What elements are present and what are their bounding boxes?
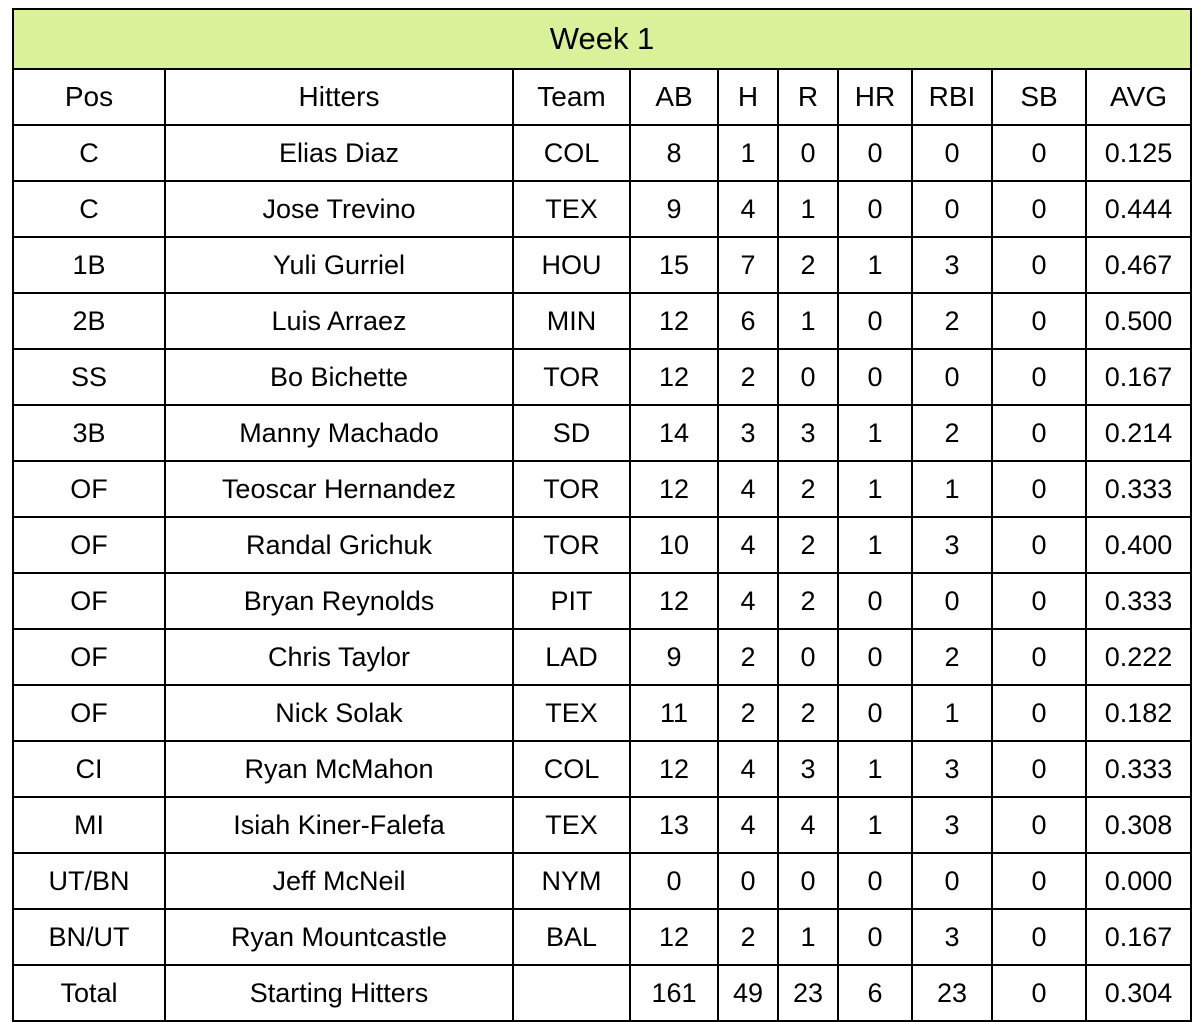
cell-hitter: Isiah Kiner-Falefa [165,797,513,853]
cell-rbi: 2 [912,293,992,349]
cell-hr: 0 [838,909,912,965]
cell-hr: 1 [838,517,912,573]
column-header-rbi: RBI [912,69,992,125]
cell-rbi: 2 [912,405,992,461]
table-row [13,629,1191,685]
cell-hr: 1 [838,237,912,293]
table-row [13,573,1191,629]
cell-team: COL [513,125,630,181]
cell-hitter: Randal Grichuk [165,517,513,573]
cell-total-h: 49 [718,965,778,1021]
cell-r: 2 [778,237,838,293]
cell-sb: 0 [992,517,1086,573]
cell-total-avg: 0.304 [1086,965,1191,1021]
cell-avg: 0.125 [1086,125,1191,181]
cell-hitter: Bryan Reynolds [165,573,513,629]
cell-team: SD [513,405,630,461]
cell-r: 2 [778,461,838,517]
column-header-hitters: Hitters [165,69,513,125]
cell-avg: 0.333 [1086,573,1191,629]
cell-total-sb: 0 [992,965,1086,1021]
cell-r: 0 [778,629,838,685]
cell-h: 2 [718,685,778,741]
cell-h: 4 [718,797,778,853]
cell-h: 4 [718,461,778,517]
table-title: Week 1 [13,9,1191,69]
cell-ab: 12 [630,461,718,517]
table-row [13,405,1191,461]
cell-ab: 11 [630,685,718,741]
cell-hitter: Jeff McNeil [165,853,513,909]
cell-pos: BN/UT [13,909,165,965]
cell-team: BAL [513,909,630,965]
cell-hr: 0 [838,293,912,349]
cell-sb: 0 [992,125,1086,181]
cell-sb: 0 [992,573,1086,629]
cell-ab: 13 [630,797,718,853]
cell-pos: SS [13,349,165,405]
cell-team: TOR [513,349,630,405]
cell-pos: OF [13,685,165,741]
hitters-stats-table [12,8,1192,1022]
cell-rbi: 2 [912,629,992,685]
column-header-hr: HR [838,69,912,125]
cell-sb: 0 [992,741,1086,797]
column-header-avg: AVG [1086,69,1191,125]
cell-hitter: Yuli Gurriel [165,237,513,293]
cell-pos: MI [13,797,165,853]
cell-rbi: 3 [912,237,992,293]
cell-pos: C [13,125,165,181]
cell-r: 0 [778,349,838,405]
cell-rbi: 3 [912,741,992,797]
cell-h: 1 [718,125,778,181]
cell-r: 1 [778,909,838,965]
cell-hitter: Jose Trevino [165,181,513,237]
column-header-h: H [718,69,778,125]
cell-hr: 0 [838,685,912,741]
column-header-sb: SB [992,69,1086,125]
cell-r: 2 [778,685,838,741]
cell-r: 3 [778,405,838,461]
cell-hitter: Teoscar Hernandez [165,461,513,517]
cell-hr: 0 [838,349,912,405]
table-title-row [13,9,1191,69]
cell-rbi: 0 [912,573,992,629]
cell-hitter: Luis Arraez [165,293,513,349]
cell-pos: OF [13,461,165,517]
cell-pos: UT/BN [13,853,165,909]
cell-total-label: Total [13,965,165,1021]
cell-hr: 1 [838,797,912,853]
cell-hitter: Chris Taylor [165,629,513,685]
cell-total-r: 23 [778,965,838,1021]
cell-pos: 1B [13,237,165,293]
table-row [13,237,1191,293]
table-row [13,741,1191,797]
cell-team: TEX [513,685,630,741]
cell-avg: 0.222 [1086,629,1191,685]
cell-team: TEX [513,181,630,237]
cell-hitter: Ryan McMahon [165,741,513,797]
column-header-pos: Pos [13,69,165,125]
cell-sb: 0 [992,349,1086,405]
cell-ab: 14 [630,405,718,461]
cell-h: 2 [718,349,778,405]
cell-team: TEX [513,797,630,853]
cell-r: 3 [778,741,838,797]
cell-pos: 2B [13,293,165,349]
cell-total-ab: 161 [630,965,718,1021]
cell-h: 4 [718,517,778,573]
cell-hitter: Ryan Mountcastle [165,909,513,965]
cell-avg: 0.214 [1086,405,1191,461]
cell-ab: 12 [630,349,718,405]
cell-r: 1 [778,181,838,237]
cell-sb: 0 [992,461,1086,517]
cell-team: NYM [513,853,630,909]
cell-team: TOR [513,461,630,517]
cell-ab: 12 [630,741,718,797]
table-body [13,9,1191,1021]
cell-h: 6 [718,293,778,349]
cell-rbi: 0 [912,349,992,405]
cell-ab: 9 [630,629,718,685]
cell-rbi: 3 [912,797,992,853]
cell-rbi: 1 [912,685,992,741]
cell-pos: C [13,181,165,237]
cell-sb: 0 [992,797,1086,853]
cell-ab: 12 [630,293,718,349]
cell-team: HOU [513,237,630,293]
cell-rbi: 0 [912,125,992,181]
cell-sb: 0 [992,405,1086,461]
cell-team: LAD [513,629,630,685]
cell-r: 0 [778,853,838,909]
cell-hitter: Bo Bichette [165,349,513,405]
table-row [13,125,1191,181]
cell-rbi: 1 [912,461,992,517]
cell-pos: CI [13,741,165,797]
cell-sb: 0 [992,629,1086,685]
cell-ab: 12 [630,909,718,965]
cell-total-rbi: 23 [912,965,992,1021]
cell-r: 4 [778,797,838,853]
cell-total-team [513,965,630,1021]
cell-h: 4 [718,181,778,237]
cell-avg: 0.167 [1086,349,1191,405]
cell-team: MIN [513,293,630,349]
cell-avg: 0.444 [1086,181,1191,237]
cell-team: TOR [513,517,630,573]
cell-total-description: Starting Hitters [165,965,513,1021]
cell-h: 7 [718,237,778,293]
cell-avg: 0.167 [1086,909,1191,965]
cell-hr: 0 [838,573,912,629]
cell-hitter: Elias Diaz [165,125,513,181]
cell-rbi: 0 [912,853,992,909]
cell-avg: 0.333 [1086,461,1191,517]
cell-sb: 0 [992,293,1086,349]
cell-avg: 0.400 [1086,517,1191,573]
cell-hr: 0 [838,853,912,909]
cell-ab: 9 [630,181,718,237]
table-row [13,797,1191,853]
cell-hitter: Manny Machado [165,405,513,461]
cell-h: 4 [718,573,778,629]
cell-avg: 0.500 [1086,293,1191,349]
table-row [13,517,1191,573]
cell-h: 2 [718,909,778,965]
cell-rbi: 0 [912,181,992,237]
cell-sb: 0 [992,237,1086,293]
cell-hr: 0 [838,181,912,237]
cell-total-hr: 6 [838,965,912,1021]
cell-r: 2 [778,517,838,573]
table-total-row [13,965,1191,1021]
cell-rbi: 3 [912,517,992,573]
column-header-r: R [778,69,838,125]
cell-ab: 0 [630,853,718,909]
cell-sb: 0 [992,181,1086,237]
cell-ab: 10 [630,517,718,573]
cell-ab: 12 [630,573,718,629]
cell-ab: 8 [630,125,718,181]
cell-sb: 0 [992,685,1086,741]
cell-pos: 3B [13,405,165,461]
cell-h: 4 [718,741,778,797]
column-header-team: Team [513,69,630,125]
cell-h: 0 [718,853,778,909]
table-row [13,461,1191,517]
table-row [13,293,1191,349]
cell-h: 2 [718,629,778,685]
cell-pos: OF [13,573,165,629]
cell-avg: 0.000 [1086,853,1191,909]
cell-hr: 1 [838,405,912,461]
cell-team: COL [513,741,630,797]
cell-avg: 0.308 [1086,797,1191,853]
cell-sb: 0 [992,853,1086,909]
cell-avg: 0.333 [1086,741,1191,797]
cell-r: 2 [778,573,838,629]
table-row [13,349,1191,405]
table-row [13,853,1191,909]
table-header-row [13,69,1191,125]
cell-hr: 0 [838,125,912,181]
cell-pos: OF [13,629,165,685]
table-row [13,685,1191,741]
cell-hr: 1 [838,461,912,517]
column-header-ab: AB [630,69,718,125]
cell-hitter: Nick Solak [165,685,513,741]
cell-rbi: 3 [912,909,992,965]
table-row [13,909,1191,965]
table-row [13,181,1191,237]
cell-hr: 0 [838,629,912,685]
cell-ab: 15 [630,237,718,293]
cell-r: 0 [778,125,838,181]
cell-pos: OF [13,517,165,573]
cell-sb: 0 [992,909,1086,965]
cell-r: 1 [778,293,838,349]
cell-avg: 0.182 [1086,685,1191,741]
cell-hr: 1 [838,741,912,797]
cell-avg: 0.467 [1086,237,1191,293]
cell-team: PIT [513,573,630,629]
cell-h: 3 [718,405,778,461]
